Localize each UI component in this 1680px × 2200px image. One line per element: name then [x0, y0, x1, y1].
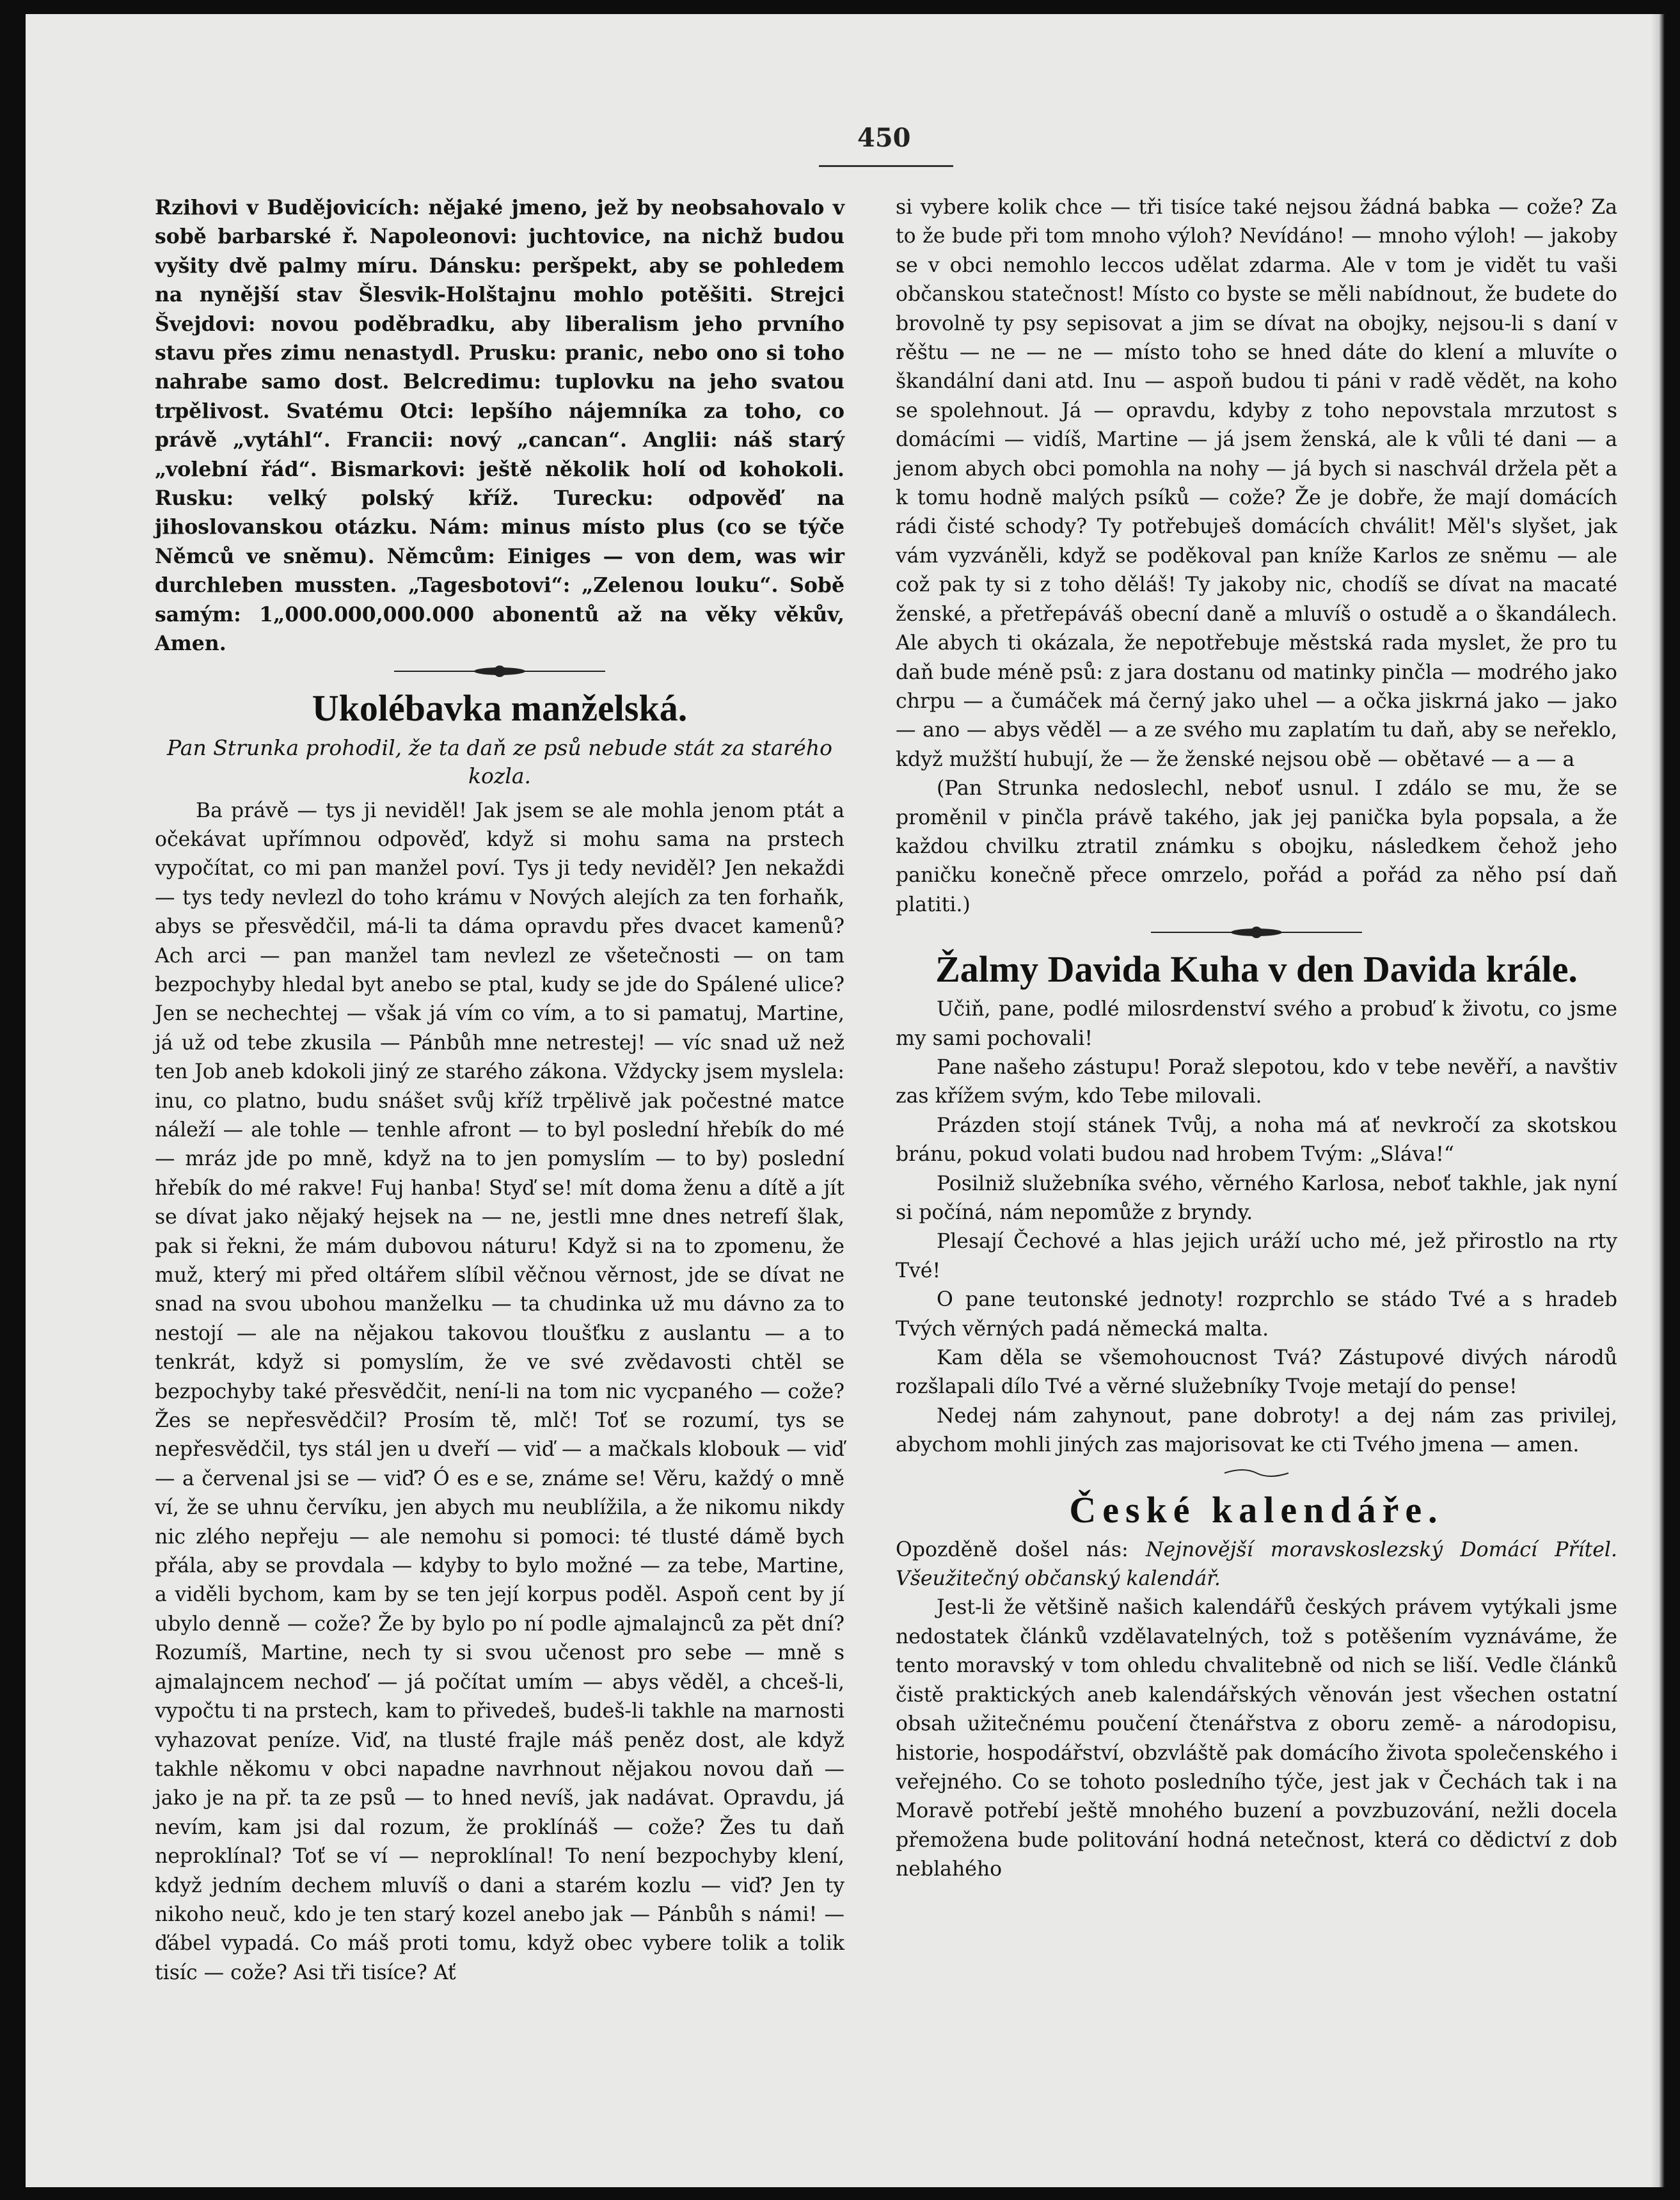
psalm-paragraph: Posilniž služebníka svého, věrného Karlosa, neboť takhle, jak nyní si počíná, nám nepomůže z bryndy.: [896, 1172, 1617, 1224]
kalendare-intro-lead: Opozděně došel nás:: [896, 1538, 1146, 1561]
page-number: 450: [857, 123, 911, 153]
section-ornament: [896, 925, 1617, 940]
psalm-paragraph: O pane teutonské jednoty! rozprchlo se stádo Tvé a s hradeb Tvých věrných padá německá malta.: [896, 1288, 1617, 1341]
article-body: Ba právě — tys ji neviděl! Jak jsem se ale mohla jenom ptát a očekávat upřímnou odpověď, když si mohu sama na prstech vypočítat, co mi pan manžel poví. Tys ji tedy neviděl? Jen nekaždi — tys tedy nevlezl do toho krámu v Nových alejích za ten forhaňk, abys se přesvědčil, má-li ta dáma opravdu přes dvacet kamenů? Ach arci — pan manžel tam nevlezl ze všetečnosti — on tam bezpochyby hledal byt anebo se ptal, kudy se jde do Spálené ulice? Jen se nechechtej — však já vím co vím, a to si pamatuj, Martine, já už od tebe zkusila — Pánbůh mne netrestej! — víc snad už než ten Job aneb kdokoli jiný ze starého zákona. Vždycky jsem myslela: inu, co platno, budu snášet svůj kříž trpělivě jak počestné matce náleží — ale tohle — tenhle afront — to byl poslední hřebík do mé — mráz jde po mně, když na to jen pomyslím — to by) poslední hřebík do mé rakve! Fuj hanba! Styď se! mít doma ženu a dítě a jít se dívat jako nějaký hejsek na — ne, jestli mne dnes netrefí šlak, pak si řekni, že mám dubovou náturu! Když si na to zpomenu, že muž, který mi před oltářem slíbil věčnou věrnost, jde se dívat ne snad na svou ubohou manželku — ta chudinka už mu dávno za to nestojí — ale na nějakou takovou tloušťku z auslantu — a to tenkrát, když si pomyslím, že ve své zvědavosti chtěl se bezpochyby také přesvědčit, není-li na tom nic vycpaného — cože? Žes se nepřesvědčil? Prosím tě, mlč! Toť se rozumí, tys se nepřesvědčil, tys stál jen u dveří — viď — a mačkals klobouk — viď — a červenal jsi se — viď? Ó es e se, známe se! Věru, každý o mně ví, že se uhnu červíku, jen abych mu neublížila, a že nikomu nikdy nic zlého nepřeju — ale nemohu si pomoci: té tlusté dámě bych přála, aby se provdala — kdyby to bylo možné — za tebe, Martine, a viděli bychom, kam by se ten její korpus poděl. Aspoň cent by jí ubylo denně — cože? Že by bylo po ní podle ajmalajnců za pět dní? Rozumíš, Martine, nech ty si svou učenost pro sebe — mně s ajmalajncem nechoď — já počítat umím — abys věděl, a chceš-li, vypočtu ti na prstech, kam to přivedeš, budeš-li takhle na marnosti vyhazovat peníze. Viď, na tlusté frajle máš peněz dost, ale když takhle někomu v obci napadne navrhnout nějakou novou daň — jako je na př. ta ze psů — to hned nevíš, jak nadávat. Opravdu, já nevím, kam jsi dal rozum, že proklínáš — cože? Žes tu daň neproklínal? Toť se ví — neproklínal! To není bezpochyby klení, když jedním dechem mluvíš o dani a starém kozlu — viď? Jen ty nikoho neuč, kdo je ten starý kozel anebo jak — Pánbůh s námi! — ďábel vypadá. Co máš proti tomu, když obec vybere tolik a tolik tisíc — cože? Asi tři tisíce? Ať: [155, 799, 844, 1984]
article-subtitle: Pan Strunka prohodil, že ta daň ze psů nebude stát za starého kozla.: [167, 735, 832, 788]
article-title-kalendare: České kalendáře.: [1069, 1488, 1444, 1531]
right-column: [896, 193, 1617, 1885]
section-ornament-small: [896, 1465, 1617, 1481]
article-title-ukolebavka: Ukolébavka manželská.: [312, 687, 688, 729]
kalendare-body: Jest-li že většině našich kalendářů českých právem vytýkali jsme nedostatek článků vzdělavatelných, tož s potěšením vyznáváme, že tento moravský v tom ohledu chvalitebně od nich se liší. Vedle článků čistě praktických aneb kalendářských věnován jest všechen ostatní obsah užitečnému poučení čtenářstva z oboru země- a národopisu, historie, hospodářství, obzvláště pak domácího života společenského i veřejného. Co se tohoto posledního týče, jest jak v Čechách tak i na Moravě potřebí ještě mnohého buzení a povzbuzování, nežli docela přemožena bude politování hodná netečnost, která co dědictví z dob neblahého: [896, 1596, 1617, 1881]
psalm-paragraph: Učiň, pane, podlé milosrdenství svého a probuď k životu, co jsme my sami pochovali!: [896, 998, 1617, 1050]
kalendare-intro: [896, 1536, 1617, 1594]
article-ending: (Pan Strunka nedoslechl, neboť usnul. I zdálo se mu, že se proměnil v pinčla právě takého, jak jej panička byla popsala, a že každou chvilku ztratil známku s obojku, následkem čehož jeho paničku konečně přece omrzelo, pořád a pořád za něho psí daň platiti.): [896, 777, 1617, 916]
psalm-paragraph: Pane našeho zástupu! Poraž slepotou, kdo v tebe nevěří, a navštiv zas křížem svým, kdo Tebe milovali.: [896, 1055, 1617, 1108]
section-ornament: [155, 664, 844, 679]
article-continuation: si vybere kolik chce — tři tisíce také nejsou žádná babka — cože? Za to že bude při tom mnoho výloh? Nevídáno! — mnoho výloh! — jakoby se v obci nemohlo leccos udělat zdarma. Ale v tom je vidět tu vaši občanskou statečnost! Místo co byste se měli nabídnout, že budete do brovolně ty psy sepisovat a jim se dívat na obojky, nejsou-li s daní v rěštu — ne — ne — místo toho se hned dáte do klení a mluvíte o škandální dani atd. Inu — aspoň budou ti páni v radě vědět, na koho se spolehnout. Já — opravdu, kdyby z toho nepovstala mrzutost s domácími — vidíš, Martine — já jsem ženská, ale k vůli té dani — a jenom abych obci pomohla na nohy — já bych si naschvál držela pět a k tomu hodně malých psíků — cože? Že je dobře, že mají domácích rádi čisté schody? Ty potřebuješ domácích chválit! Měl's slyšet, jak vám vyzváněli, když se poděkoval pan kníže Karlos ze sněmu — ale což pak ty si z toho děláš! Ty jakoby nic, chodíš se dívat na macaté ženské, a přetřepáváš obecní daně a mluvíš o ostudě a o škandálech. Ale abych ti okázala, že nepotřebuje městská rada myslet, že pro tu daň bude méně psů: z jara dostanu od matinky pinčla — modrého jako chrpu — a čumáček má černý jako uhel — a očka jiskrná jako — jako — ano — abys věděl — a ze svého mu zaplatím tu daň, aby se neřeklo, když mužští hubují, že — že ženské nejsou obě — obětavé — a — a: [896, 196, 1617, 771]
newspaper-page: [26, 14, 1665, 2187]
page-edge: [1651, 14, 1665, 2187]
kalendare-intro-titles: Nejnovější moravskoslezský Domácí Přítel. Všeužitečný občanský kalendář.: [896, 1538, 1617, 1591]
page-number-rule: [819, 165, 953, 167]
psalm-paragraph: Kam děla se všemohoucnost Tvá? Zástupové divých národů rozšlapali dílo Tvé a věrné služebníky Tvoje metají do pense!: [896, 1346, 1617, 1399]
psalm-paragraph: Prázden stojí stánek Tvůj, a noha má ať nevkročí za skotskou bránu, pokud volati budou nad hrobem Tvým: „Sláva!“: [896, 1113, 1617, 1167]
article-title-zalmy: Žalmy Davida Kuha v den Davida krále.: [935, 948, 1578, 991]
intro-paragraph: Rzihovi v Budějovicích: nějaké jmeno, jež by neobsahovalo v sobě barbarské ř. Napoleonovi: juchtovice, na nichž budou vyšity dvě palmy míru. Dánsku: peršpekt, aby se pohledem na nynější stav Šlesvik-Holštajnu mohlo potěšiti. Strejci Švejdovi: novou poděbradku, aby liberalism jeho prvního stavu přes zimu nenastydl. Prusku: pranic, nebo ono si toho nahrabe samo dost. Belcredimu: tuplovku na jeho svatou trpělivost. Svatému Otci: lepšího nájemníka za toho, co právě „vytáhl“. Francii: nový „cancan“. Anglii: náš starý „volební řád“. Bismarkovi: ještě několik holí od kohokoli. Rusku: velký polský kříž. Turecku: odpověď na jihoslovanskou otázku. Nám: minus místo plus (co se týče Němců ve sněmu). Němcům: Einiges — von dem, was wir durchleben mussten. „Tagesbotovi“: „Zelenou louku“. Sobě samým: 1„000.000,000.000 abonentů až na věky věkův, Amen.: [155, 196, 844, 656]
psalm-paragraph: Plesají Čechové a hlas jejich uráží ucho mé, jež přirostlo na rty Tvé!: [896, 1230, 1617, 1282]
left-column: [155, 193, 844, 1988]
psalm-paragraph: Nedej nám zahynout, pane dobroty! a dej nám zas privilej, abychom mohli jiných zas majorisovat ke cti Tvého jmena — amen.: [896, 1404, 1617, 1457]
